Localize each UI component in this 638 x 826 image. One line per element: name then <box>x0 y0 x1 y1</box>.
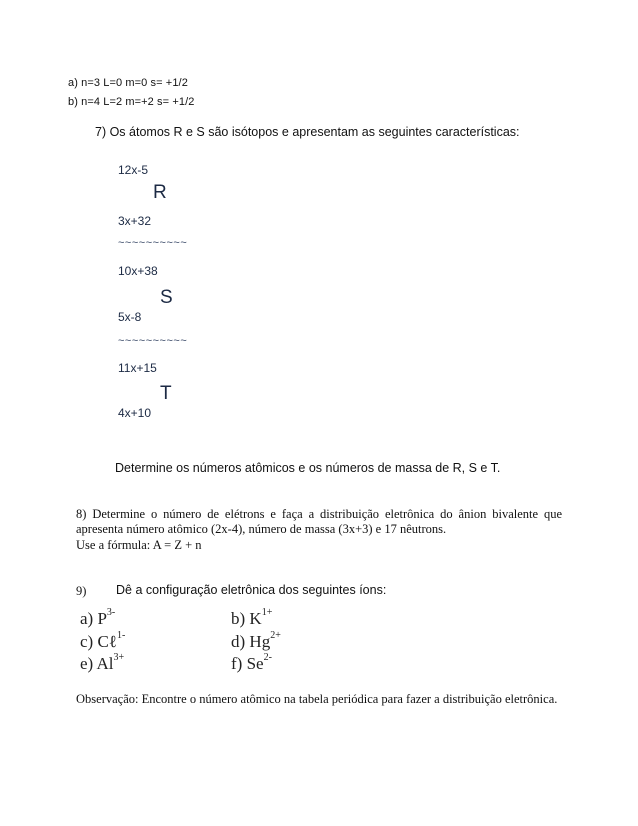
atom-s-bottom-label: 5x-8 <box>118 310 142 324</box>
atom-t-symbol: T <box>160 383 172 404</box>
q8-statement: 8) Determine o número de elétrons e faça a distribuição eletrônica do ânion bivalente que apresenta número atômico (2x-4), número de massa (3x+3) e 17 nêutrons. <box>76 507 562 536</box>
q6-item-b: b) n=4 L=2 m=+2 s= +1/2 <box>68 96 195 108</box>
atom-r-symbol: R <box>153 182 167 203</box>
atom-r-bottom-label: 3x+32 <box>118 214 152 228</box>
atom-t-bottom-label: 4x+10 <box>118 406 152 420</box>
q6-item-a: a) n=3 L=0 m=0 s= +1/2 <box>68 77 188 89</box>
ion-c: c) Cℓ$^{1-}$ <box>80 630 126 651</box>
separator-2: ~~~~~~~~~~ <box>118 335 188 347</box>
atom-r-top-label: 12x-5 <box>118 163 149 177</box>
q7-instruction: Determine os números atômicos e os números de massa de R, S e T. <box>115 461 501 475</box>
q9-number: 9) <box>76 584 87 598</box>
observation-note: Observação: Encontre o número atômico na tabela periódica para fazer a distribuição eletrônica. <box>76 692 558 706</box>
separator-1: ~~~~~~~~~~ <box>118 237 188 249</box>
ion-f: f) $Se^{2-}$ <box>231 652 272 673</box>
atom-s-symbol: S <box>160 287 173 308</box>
ion-a: a) $P^{3-}$ <box>80 607 116 628</box>
ion-d: d) $Hg^{2+}$ <box>231 630 281 651</box>
ion-b: b) $K^{1+}$ <box>231 607 273 628</box>
q8-formula: Use a fórmula: A = Z + n <box>76 538 202 552</box>
atom-t-top-label: 11x+15 <box>118 361 157 375</box>
ion-e: e) $Al^{3+}$ <box>80 652 125 673</box>
q9-title: Dê a configuração eletrônica dos seguintes íons: <box>116 583 387 597</box>
atom-s-top-label: 10x+38 <box>118 264 158 278</box>
q7-title: 7) Os átomos R e S são isótopos e apresentam as seguintes características: <box>95 125 520 139</box>
